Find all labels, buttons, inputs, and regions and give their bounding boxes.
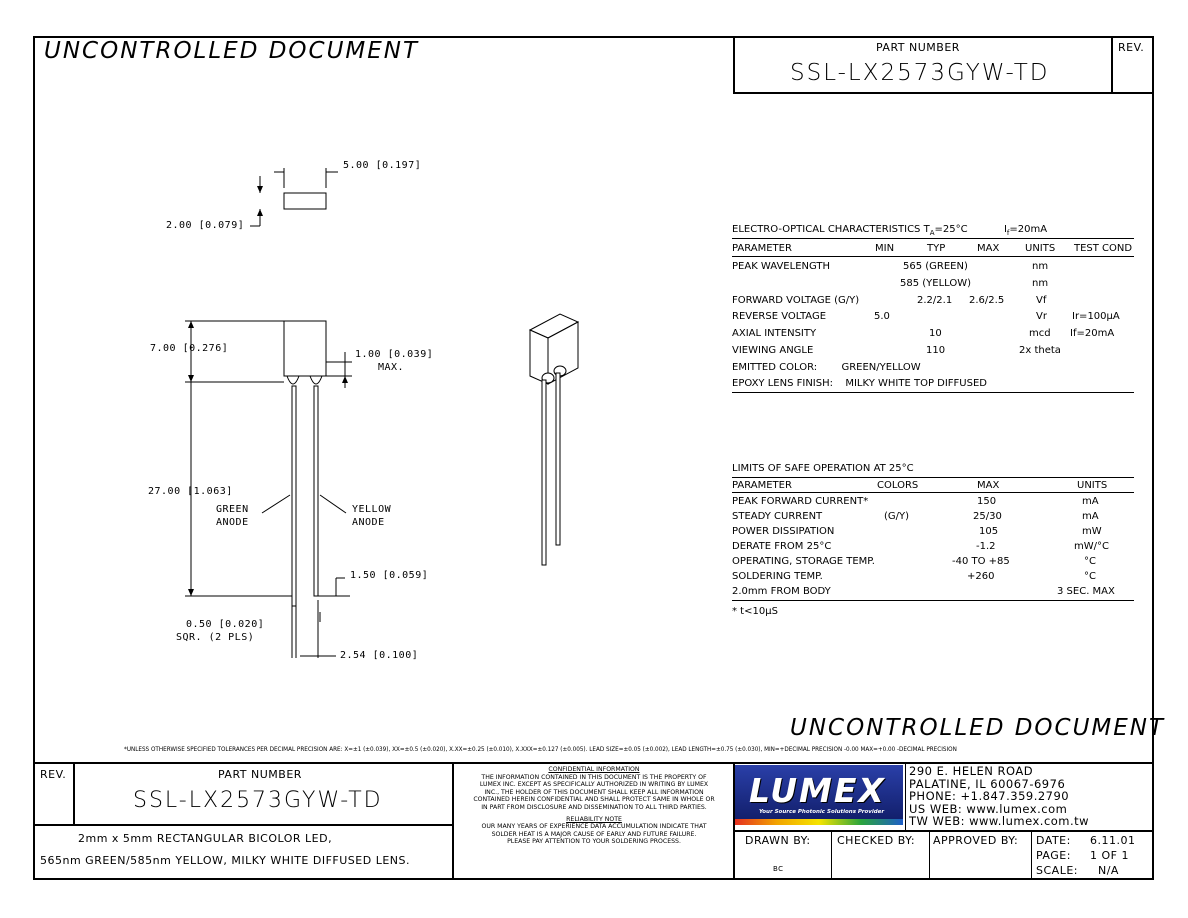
confidential-info: CONFIDENTIAL INFORMATION THE INFORMATION CONTAINED IN THIS DOCUMENT IS THE PROPERTY OF LUMEX INC. EXCEPT AS SPECIFICALLY AUTHORIZED IN WRITING BY LUMEX INC., THE HOLDER OF THIS DOCUMENT SHALL KEEP ALL INFORMATION CONTAINED HEREIN CONFIDENTIAL AND SHALL PROTECT SAME IN WHOLE OR IN PART FROM DISCLOSURE AND DISSEMINATION TO ALL THIRD PARTIES. RELIABILITY NOTE OUR MANY YEARS OF EXPERIENCE DATA ACCUMULATION INDICATE THAT SOLDER HEAT IS A MAJOR CAUSE OF EARLY AND FUTURE FAILURE. PLEASE PAY ATTENTION TO YOUR SOLDERING PROCESS. <box>473 766 715 846</box>
uncontrolled-header: UNCONTROLLED DOCUMENT <box>44 38 420 64</box>
part-number: SSL-LX2573GYW-TD <box>790 60 1050 86</box>
dim-lead-square-2: SQR. (2 PLS) <box>176 632 255 643</box>
dim-lens: 1.00 [0.039] <box>355 349 434 360</box>
dim-lead-square-1: 0.50 [0.020] <box>186 619 265 630</box>
dim-lead-offset: 1.50 [0.059] <box>350 570 429 581</box>
date-label: DATE: <box>1036 834 1071 847</box>
company-address: 290 E. HELEN ROAD PALATINE, IL 60067-6976 PHONE: +1.847.359.2790 US WEB: www.lumex.com TW WEB: www.lumex.com.tw <box>909 764 1090 828</box>
limits-footnote: * t<10µS <box>732 606 778 617</box>
dim-thickness: 2.00 [0.079] <box>166 220 245 231</box>
date-value: 6.11.01 <box>1090 834 1136 847</box>
tb-part-number-label: PART NUMBER <box>218 768 302 781</box>
dim-body-height: 7.00 [0.276] <box>150 343 229 354</box>
green-anode-label-2: ANODE <box>216 517 249 528</box>
page-label: PAGE: <box>1036 849 1071 862</box>
limits-table: LIMITS OF SAFE OPERATION AT 25°C PARAMETER COLORS MAX UNITS PEAK FORWARD CURRENT* 150 mA STEADY CURRENT (G/Y) 25/30 mA POWER DISSIPATION 105 mW DERATE FROM 25°C -1.2 mW/°C OPERATING, STORAGE TEMP. -40 TO +85 °C SOLDERING TEMP. +260 °C 2.0mm FROM BODY 3 SEC. MAX * t<10µS <box>732 463 1134 623</box>
led-isometric-drawing <box>520 300 590 575</box>
checked-by-label: CHECKED BY: <box>837 834 916 847</box>
tb-rev-label: REV. <box>40 768 67 781</box>
dim-width: 5.00 [0.197] <box>343 160 422 171</box>
yellow-anode-label-1: YELLOW <box>352 504 392 515</box>
page-value: 1 OF 1 <box>1090 849 1129 862</box>
dim-lead-length: 27.00 [1.063] <box>148 486 233 497</box>
eo-title: ELECTRO-OPTICAL CHARACTERISTICS $T_A=25^\circ C$ $I_f=20mA$ <box>732 224 1048 237</box>
scale-value: N/A <box>1098 864 1119 877</box>
led-body <box>284 321 326 376</box>
limits-title: LIMITS OF SAFE OPERATION AT 25°C <box>732 463 914 474</box>
dim-lens-max: MAX. <box>378 362 405 373</box>
top-view-body <box>284 193 326 209</box>
scale-label: SCALE: <box>1036 864 1078 877</box>
tb-description-1: 2mm x 5mm RECTANGULAR BICOLOR LED, <box>78 832 333 845</box>
tb-description-2: 565nm GREEN/585nm YELLOW, MILKY WHITE DIFFUSED LENS. <box>40 854 410 867</box>
lumex-logo: LUMEX Your Source Photonic Solutions Provider <box>735 765 903 825</box>
eo-epoxy-finish: EPOXY LENS FINISH: MILKY WHITE TOP DIFFUSED <box>732 378 987 389</box>
drawn-by-label: DRAWN BY: <box>745 834 811 847</box>
eo-emitted-color: EMITTED COLOR: GREEN/YELLOW <box>732 362 921 373</box>
green-lead <box>292 386 296 606</box>
rev-label: REV. <box>1118 41 1145 54</box>
electro-optical-table: ELECTRO-OPTICAL CHARACTERISTICS $T_A=25^\circ C$ $I_f=20mA$ PARAMETER MIN TYP MAX UNITS TEST COND PEAK WAVELENGTH 565 (GREEN) nm 585 (YELLOW) nm FORWARD VOLTAGE (G/Y) 2.2/2.1 2.6/2.5 Vf REVERSE VOLTAGE 5.0 Vr Ir=100µA AXIAL INTENSITY 10 mcd If=20mA VIEWING ANGLE 110 2x theta EMITTED COLOR: GREEN/YELLOW EPOXY LENS FINISH: MILKY WHITE TOP DIFFUSED <box>732 224 1134 394</box>
drawn-by-value: BC <box>773 865 784 873</box>
tolerance-note: *UNLESS OTHERWISE SPECIFIED TOLERANCES PER DECIMAL PRECISION ARE: X=±1 (±0.039), XX=±0.5 (±0.020), X.XX=±0.25 (±0.010), X.XXX=±0.127 (±0.005). LEAD SIZE=±0.05 (±0.002), LEAD LENGTH=±0.75 (±0.030), MIN=+DECIMAL PRECISION -0.00 MAX=+0.00 -DECIMAL PRECISION <box>124 746 957 753</box>
green-anode-label-1: GREEN <box>216 504 249 515</box>
approved-by-label: APPROVED BY: <box>933 834 1019 847</box>
part-number-label: PART NUMBER <box>876 41 960 54</box>
uncontrolled-footer: UNCONTROLLED DOCUMENT <box>790 715 1166 741</box>
dim-lead-spacing: 2.54 [0.100] <box>340 650 419 661</box>
yellow-anode-label-2: ANODE <box>352 517 385 528</box>
tb-part-number: SSL-LX2573GYW-TD <box>133 788 383 813</box>
yellow-lead <box>314 386 318 596</box>
